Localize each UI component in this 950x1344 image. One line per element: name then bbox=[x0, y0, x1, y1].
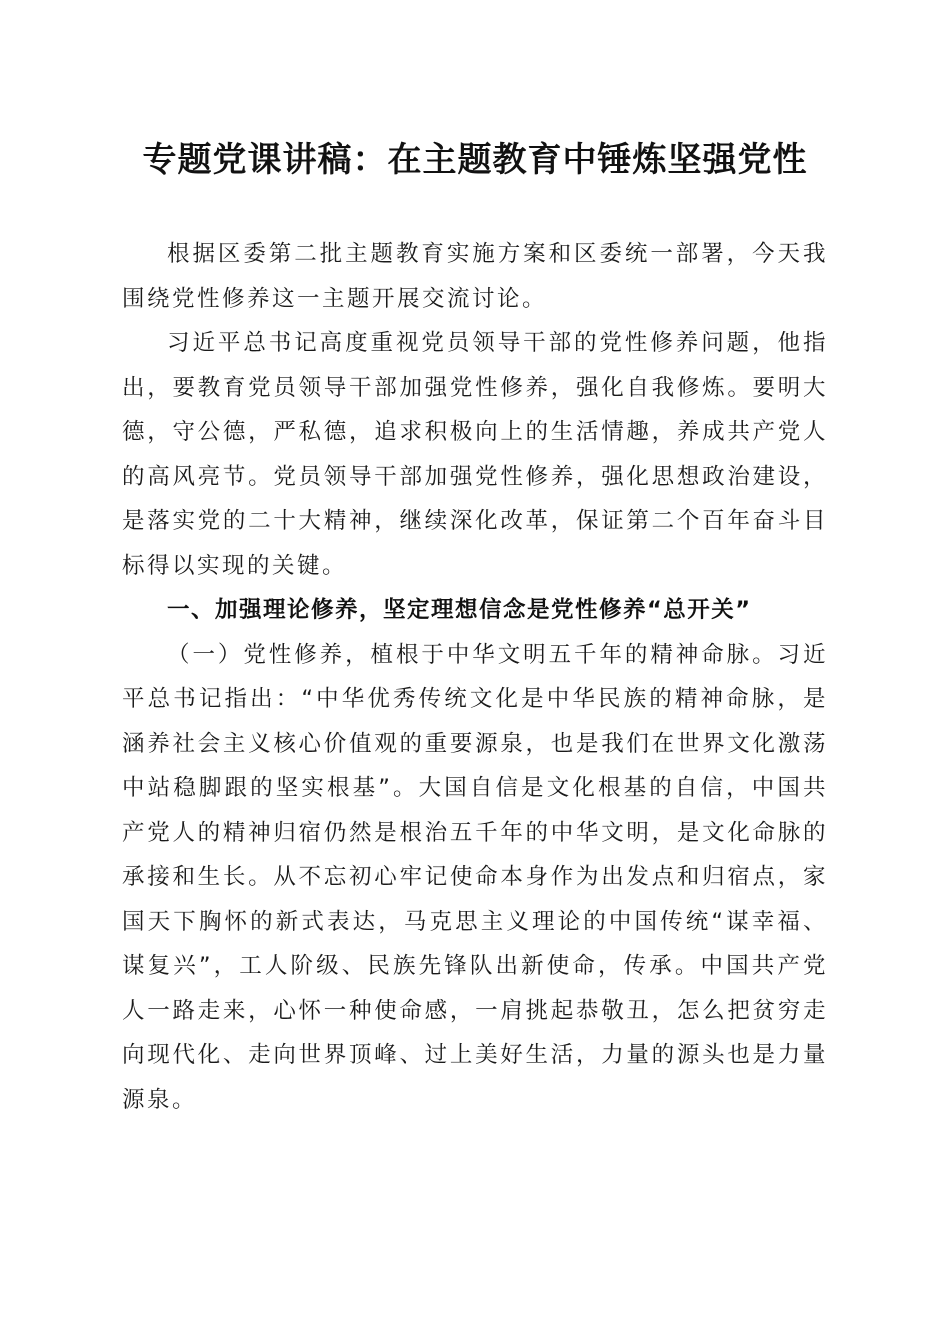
paragraph-quote: 习近平总书记高度重视党员领导干部的党性修养问题，他指出，要教育党员领导干部加强党性修养，强化自我修炼。要明大德，守公德，严私德，追求积极向上的生活情趣，养成共产党人的高风亮节。党员领导干部加强党性修养，强化思想政治建设，是落实党的二十大精神，继续深化改革，保证第二个百年奋斗目标得以实现的关键。 bbox=[122, 330, 828, 579]
paragraph-section-one: （一）党性修养，植根于中华文明五千年的精神命脉。习近平总书记指出：“中华优秀传统文化是中华民族的精神命脉，是涵养社会主义核心价值观的重要源泉，也是我们在世界文化激荡中站稳脚跟的坚实根基”。大国自信是文化根基的自信，中国共产党人的精神归宿仍然是根治五千年的中华文明，是文化命脉的承接和生长。从不忘初心牢记使命本身作为出发点和归宿点，家国天下胸怀的新式表达，马克思主义理论的中国传统“谋幸福、谋复兴”，工人阶级、民族先锋队出新使命，传承。中国共产党人一路走来，心怀一种使命感，一肩挑起恭敬丑，怎么把贫穷走向现代化、走向世界顶峰、过上美好生活，力量的源头也是力量源泉。 bbox=[122, 641, 828, 1113]
document-body bbox=[122, 232, 828, 1122]
section-heading: 一、加强理论修养，坚定理想信念是党性修养“总开关” bbox=[167, 597, 752, 623]
paragraph-intro: 根据区委第二批主题教育实施方案和区委统一部署，今天我围绕党性修养这一主题开展交流讨论。 bbox=[122, 241, 828, 312]
document-title: 专题党课讲稿：在主题教育中锤炼坚强党性 bbox=[142, 140, 808, 180]
